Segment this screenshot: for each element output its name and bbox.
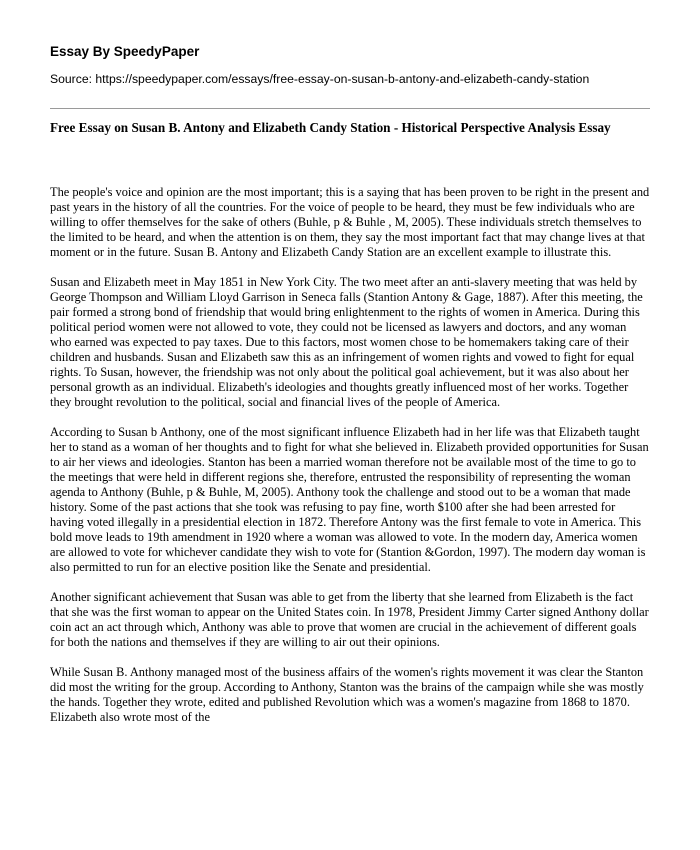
header-divider	[50, 108, 650, 109]
essay-title: Free Essay on Susan B. Antony and Elizabeth Candy Station - Historical Perspective Analysis Essay	[50, 120, 611, 135]
paragraph: Susan and Elizabeth meet in May 1851 in New York City. The two meet after an anti-slavery meeting that was held by George Thompson and William Lloyd Garrison in Seneca falls (Stantion Antony & Gage, 1887). After this meeting, the pair formed a strong bond of friendship that would bring enlightenment to the rights of women in America. During this political period women were not allowed to vote, they could not be licensed as lawyers and doctors, and any woman who earned was expected to pay taxes. Due to this factors, most women chose to be homemakers taking care of their children and husbands. Susan and Elizabeth saw this as an infringement of women rights and vowed to fight for equal rights. To Susan, however, the friendship was not only about the political goal achievement, but it was also about her personal growth as an individual. Elizabeth's ideologies and thoughts greatly influenced most of her works. Together they brought revolution to the political, social and financial lives of the people of America.	[50, 275, 643, 409]
paragraph: The people's voice and opinion are the most important; this is a saying that has been proven to be right in the present and past years in the history of all the countries. For the voice of people to be heard, they must be few individuals who are willing to offer themselves for the sake of others (Buhle, p & Buhle , M, 2005). These individuals stretch themselves to the limited to be heard, and when the attention is on them, they say the most important fact that may change lives at that moment or in the future. Susan B. Antony and Elizabeth Candy Station are an excellent example to illustrate this.	[50, 185, 650, 259]
paragraph: Another significant achievement that Susan was able to get from the liberty that she learned from Elizabeth is the fact that she was the first woman to appear on the United States coin. In 1978, President Jimmy Carter signed Anthony dollar coin act an act through which, Anthony was able to prove that women are crucial in the achievement of different goals for both the nations and themselves if they are willing to air out their opinions.	[50, 590, 649, 649]
essay-body	[50, 185, 650, 740]
source-line: Source: https://speedypaper.com/essays/free-essay-on-susan-b-antony-and-elizabeth-candy-station	[50, 72, 590, 86]
brand-header: Essay By SpeedyPaper	[50, 44, 200, 59]
paragraph: While Susan B. Anthony managed most of the business affairs of the women's rights movement it was clear the Stanton did most the writing for the group. According to Anthony, Stanton was the brains of the campaign while she was mostly the hands. Together they wrote, edited and published Revolution which was a women's magazine from 1868 to 1870. Elizabeth also wrote most of the	[50, 665, 644, 724]
paragraph: According to Susan b Anthony, one of the most significant influence Elizabeth had in her life was that Elizabeth taught her to stand as a woman of her thoughts and to fight for what she believed in. Elizabeth provided opportunities for Susan to air her views and ideologies. Stanton has been a married woman therefore not be available most of the time to go to the meetings that were held in different regions she, therefore, entrusted the responsibility of representing the woman agenda to Anthony (Buhle, p & Buhle, M, 2005). Anthony took the challenge and stood out to be a woman that made history. Some of the past actions that she took was refusing to pay fine, worth $100 after she had been arrested for having voted illegally in a presidential election in 1872. Therefore Antony was the first female to vote in America. This bold move leads to 19th amendment in 1920 where a woman was allowed to vote. In the modern day, America women are allowed to vote for whichever candidate they wish to vote for (Stantion &Gordon, 1997). The modern day woman is also permitted to run for an elective position like the Senate and presidential.	[50, 425, 649, 574]
